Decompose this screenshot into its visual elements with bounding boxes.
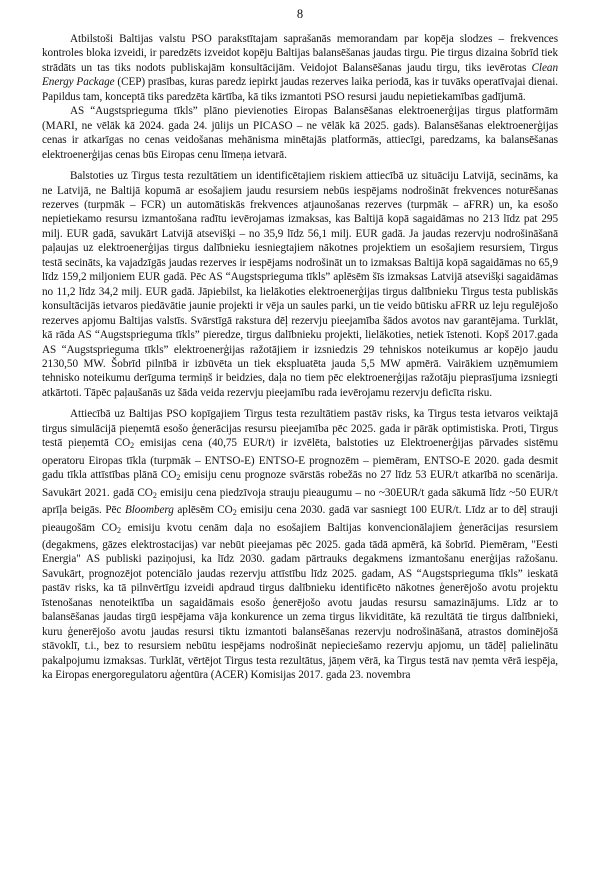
- p4-emphasis: Bloomberg: [124, 504, 174, 517]
- p1-text-a: Atbilstoši Baltijas valstu PSO parakstītajam saprašanās memorandam par kopēja slodzes – frekvences kontroles bloka izveidi, ir paredzēts izveidot kopēju Baltijas balansēšanas jaudas tirgu. Pie tirgus dizaina šobrīd tiek strādāts un tas tiks nodots publiskajām konsultācijām. Veidojot Balansēšanas jaudu tirgu, tiks ievērotas: [42, 33, 558, 74]
- paragraph-baltic-balancing-market: [42, 32, 558, 104]
- co2-subscript: 2: [117, 525, 121, 535]
- p4-text-a: Attiecībā uz Baltijas PSO kopīgajiem Tirgus testa rezultātiem pastāv risks, ka Tirgus testa ietvaros veiktajā tirgus simulācijā pieņemtā esošo ģenerācijas resursu pieejamība pēc 2025. gada ir pārāk optimistiska. Proti, Tirgus testā pieņemtā CO: [42, 408, 558, 450]
- p4-text-g: emisiju kvotu cenām daļa no esošajiem Baltijas konvencionālajiem ģenerācijas resursiem (degakmens, gāzes elektrostacijas) var nebūt pieejamas pēc 2025. gada tādā apmērā, kā šobrīd. Piemēram, "Eesti Energia" AS publiski paziņojusi, ka līdz 2030. gadam pārtrauks degakmens izmantošanu enerģijas ražošanu. Savukārt, prognozējot potenciālo jaudas rezervju attīstību līdz 2025. gadam, AS “Augstsprieguma tīkls” ieskatā pastāv risks, ka tā pilnvērtīgu izveidi apdraud tirgus dalībnieku identificēto nākotnes ģenerējošo avotu projektu īstenošanas nenoteiktība un sagaidāmais esošo ģenerējošo avotu jaudas resursu samazinājums. Līdz ar to balansēšanas jaudas tirgū iespējama vāja konkurence un zema tirgus likviditāte, kā rezultātā tie tirgus dalībnieki, kuru ģenerējošo avotu jaudas resursi tiktu izmantoti balansēšanas rezervju nodrošināšanā, atrastos dominējošā stāvoklī, t.i., bez to resursiem nebūtu iespējams nodrošināt nepieciešamo rezervju apjomu, un tādēļ palielinātu pakalpojumu izmaksas. Turklāt, vērtējot Tirgus testa rezultātus, jāņem vērā, ka Tirgus testā nav ņemta vērā iespēja, ka Eiropas energoregulatoru aģentūra (ACER) Komisijas 2017. gada 23. novembra: [42, 521, 559, 682]
- p4-text-f: emisiju cena 2030. gadā var sasniegt 100 EUR/t. Līdz ar to dēļ strauji pieaugošām CO: [42, 504, 558, 534]
- paragraph-market-test-results: Balstoties uz Tirgus testa rezultātiem un identificētajiem riskiem attiecībā uz situāciju Latvijā, secināms, ka ne Latvijā, ne Baltijā kopumā ar esošajiem jaudu resursiem nebūs iespējams nodrošināt frekvences noturēšanas rezerves (turpmāk – FCR) un automātiskās frekvences atjaunošanas rezerves (turpmāk – aFRR) un, ka esošo nepietiekamo resursu izmantošana radītu ievērojamas izmaksas, kas Baltijā kopā sagaidāmas no 213 līdz pat 295 milj. EUR gadā, savukārt Latvijā atsevišķi – no 35,9 līdz 56,1 milj. EUR gadā. Ja jaudas rezervju nodrošināšanā paļaujas uz elektroenerģijas tirgus dalībnieku iesniegtajiem nākotnes projektiem un esošajiem resursiem, Tirgus testā secināts, ka vajadzīgās jaudas rezerves ir iespējams nodrošināt un to izmaksas Baltijā kopā sagaidāmas no 65,9 līdz 159,2 miljoniem EUR gadā. Pēc AS “Augstsprieguma tīkls” aplēsēm šīs izmaksas Latvijā atsevišķi sagaidāmas no 11,2 līdz 34,2 milj. EUR gadā. Jāpiebilst, ka lielākoties elektroenerģijas tirgus dalībnieku Tirgus testa publiskās konsultācijās ietvaros piedāvātie jaunie projekti ir vēja un saules parki, un tie veido būtisku aFRR uz leju regulējošo rezerves apjomu Baltijas valstīs. Svārstīgā rakstura dēļ rezervju pieejamība šādos avotos nav garantējama. Turklāt, kā rāda AS “Augstsprieguma tīkls” pieredze, tirgus dalībnieku projekti, lielākoties, netiek īstenoti. Kopš 2017.gada AS “Augstsprieguma tīkls” elektroenerģijas ražotājiem ir izsniedzis 29 tehniskos noteikumus ar kopējo jaudu 2130,50 MW. Šobrīd pilnībā ir izbūvēta un tiek ekspluatēta jauda 5,5 MW apmērā. Vairākiem uzņēmumiem tehnisko noteikumu derīguma termiņš ir beidzies, daļa no tiem pēc elektroenerģijas ražotāju pieprasījuma izsniegti atkārtoti. Tāpēc paļaušanās uz šāda veida rezervju pieejamību rada ievērojamu rezervju deficīta risku.: [42, 170, 558, 399]
- co2-subscript: 2: [130, 441, 135, 451]
- p1-text-b: (CEP) prasības, kuras paredz iepirkt jaudas rezerves laika periodā, kas ir tuvāks operatīvajai dienai. Papildus tam, konceptā tiks paredzēta kārtība, kā tiks izmantoti PSO resursi jaudu nepietiekamības gadījumā.: [42, 76, 559, 103]
- p4-text-b: emisijas cena (40,75 EUR/t) ir izvēlēta, balstoties uz Elektroenerģijas pārvades sistēmu operatoru Eiropas tīkla (turpmāk – ENTSO-E) ENTSO-E prognozēm – piemēram, ENTSO-E 2020. gada desmit gadu tīkla attīstības plānā CO: [42, 437, 558, 482]
- paragraph-european-platforms: AS “Augstsprieguma tīkls” plāno pievienoties Eiropas Balansēšanas elektroenerģijas tirgus platformām (MARI, ne vēlāk kā 2024. gada 24. jūlijs un PICASO – ne vēlāk kā 2025. gads). Balansēšanas elektroenerģijas cenas ir atkarīgas no cenas veidošanas mehānisma minētajās platformās, attiecīgi, paredzams, ka balansēšanas elektroenerģijas cenas būs Eiropas cenu līmeņa ietvarā.: [42, 105, 558, 161]
- co2-subscript: 2: [152, 490, 157, 500]
- co2-subscript: 2: [232, 508, 237, 518]
- p1-emphasis: Clean Energy Package: [42, 61, 558, 89]
- page-number: 8: [296, 7, 304, 21]
- paragraph-market-test-risks: [42, 407, 558, 682]
- p4-text-d: emisiju cena piedzīvoja strauju pieaugumu – no ~30EUR/t gada sākumā līdz ~50 EUR/t aprīļa beigās. Pēc: [42, 486, 558, 517]
- co2-subscript: 2: [176, 473, 181, 483]
- p4-text-e: aplēsēm CO: [173, 504, 233, 517]
- p4-text-c: emisiju cenu prognoze svārstās robežās no 27 līdz 53 EUR/t atkarībā no scenārija. Savukārt 2021. gadā CO: [42, 469, 558, 499]
